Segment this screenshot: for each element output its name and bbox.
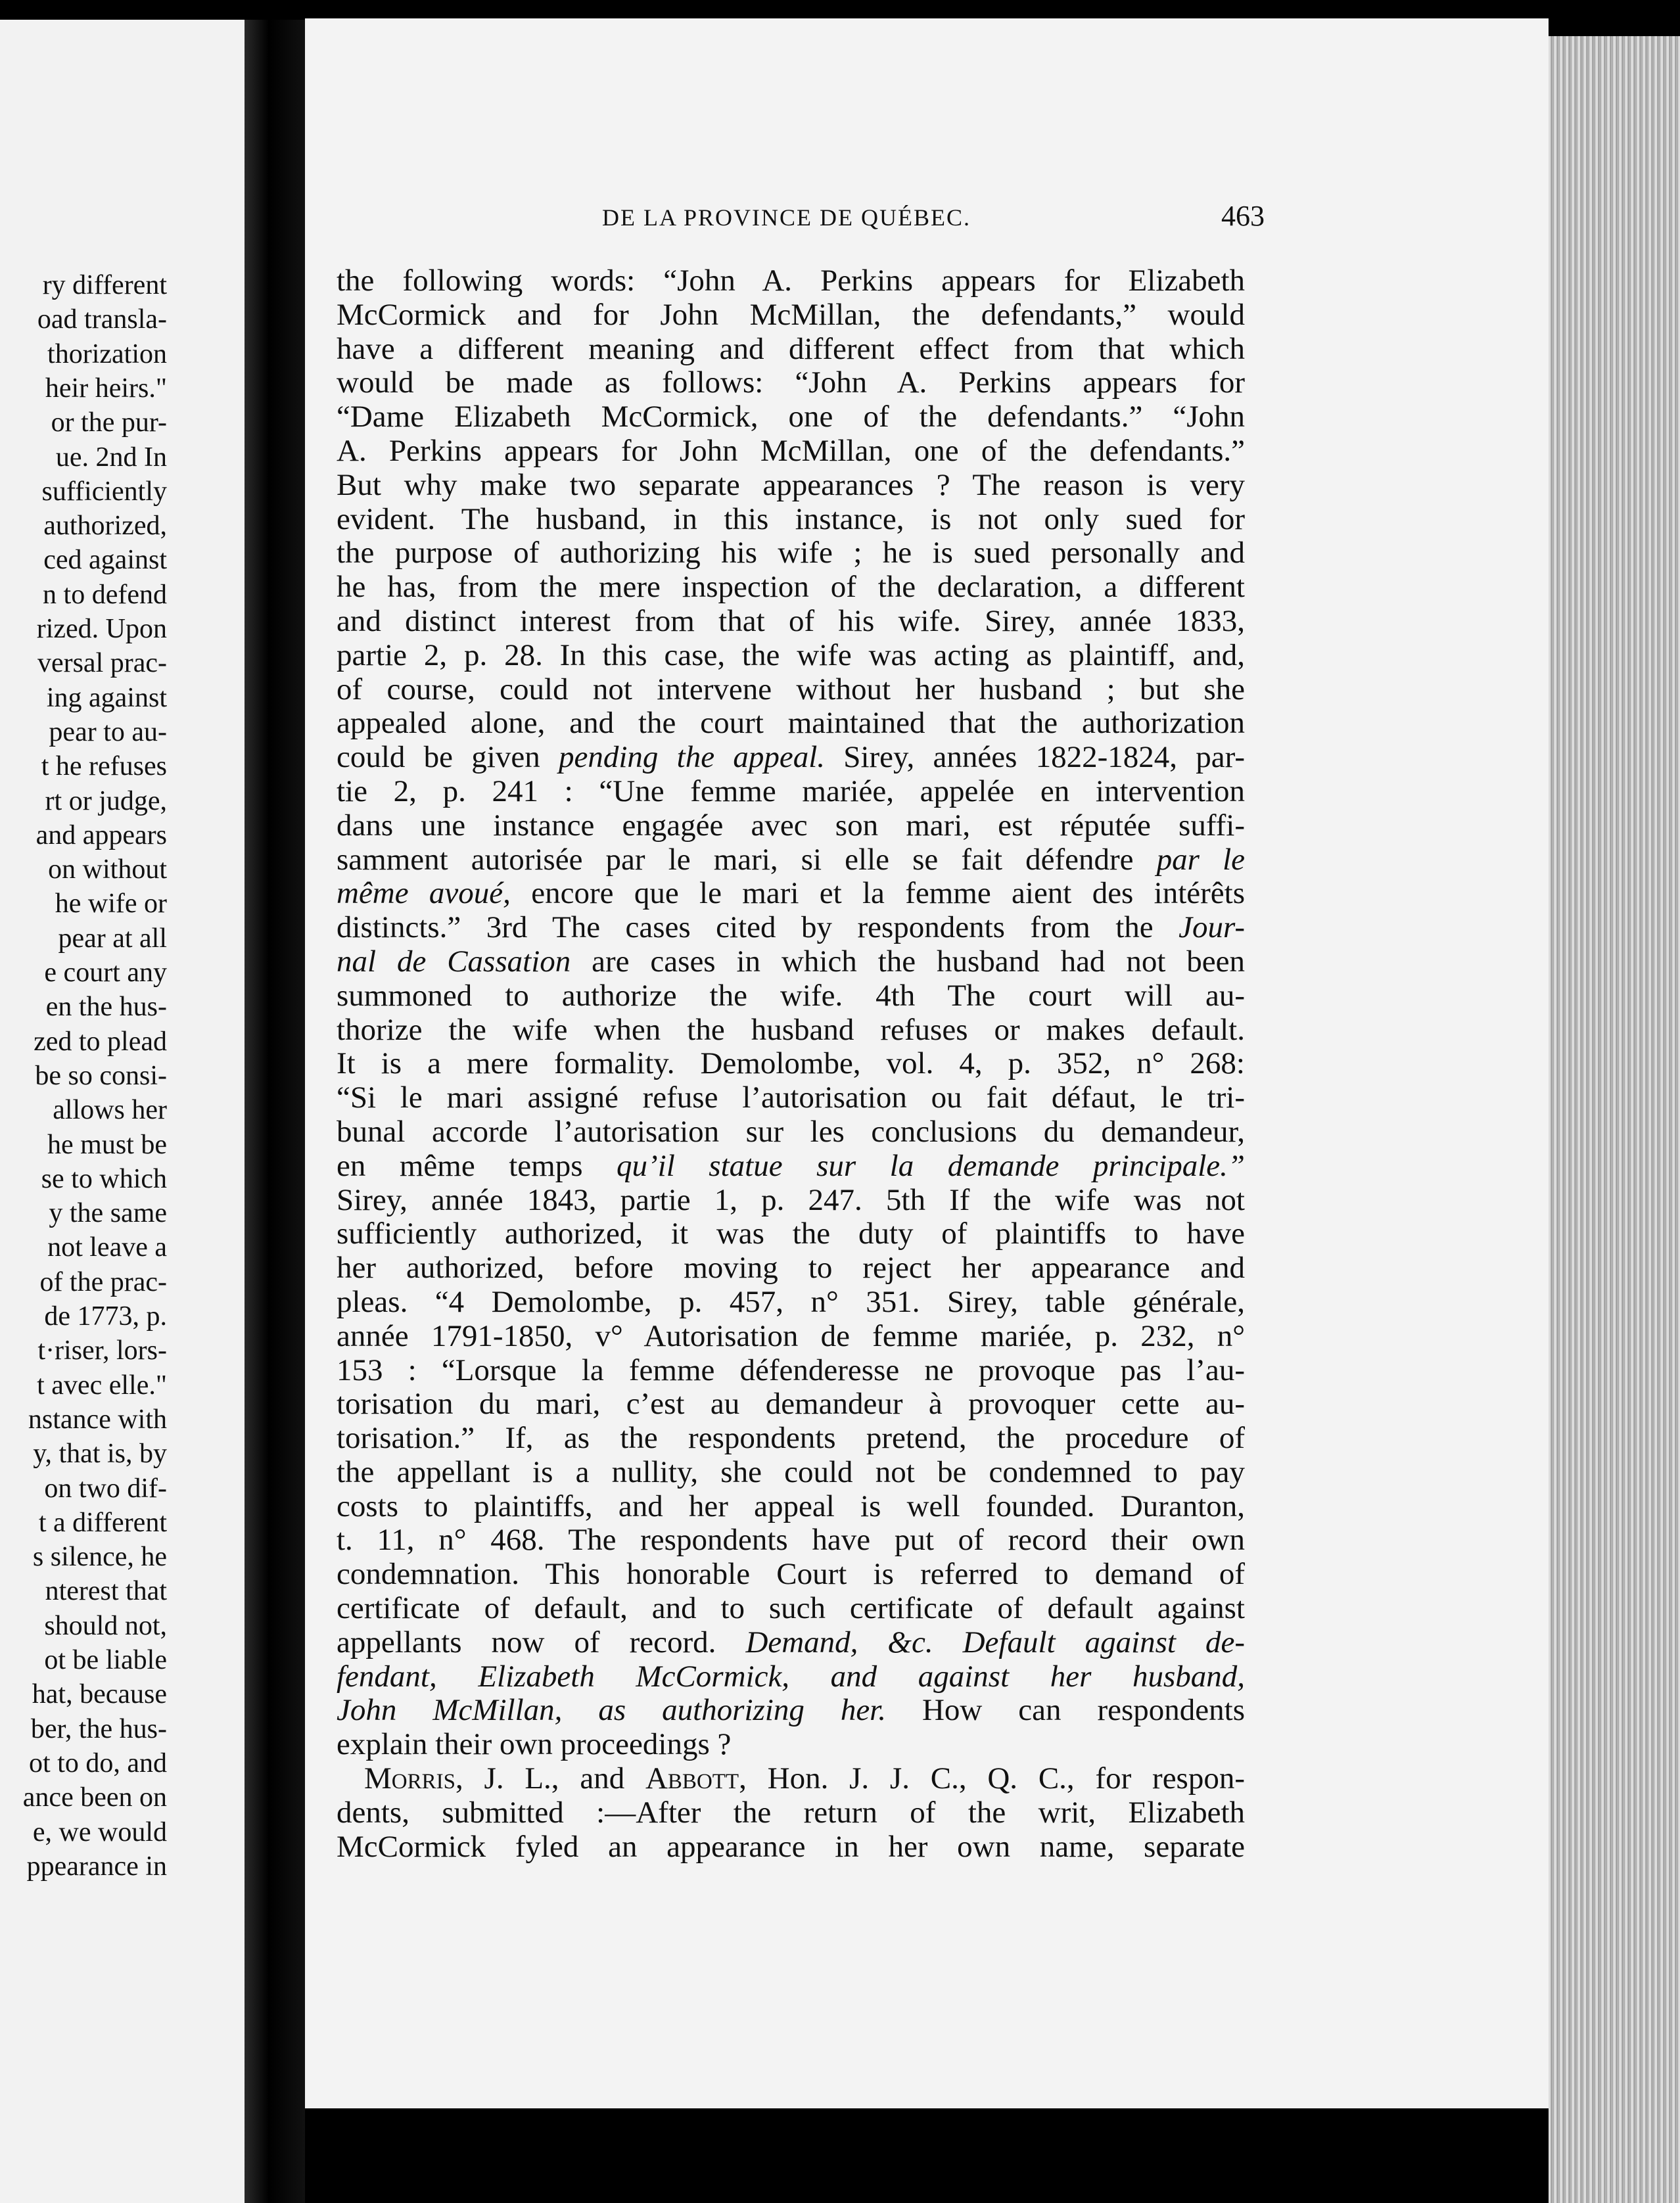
- text-line: [337, 1660, 1245, 1694]
- text-line: [337, 673, 1245, 707]
- facing-page-line: be so consi-: [35, 1060, 167, 1091]
- text-line: [337, 741, 1245, 775]
- text-run: appealed alone, and the court maintained that the authorization: [337, 706, 1245, 741]
- text-line: [337, 536, 1245, 570]
- text-line: [337, 503, 1245, 537]
- facing-page-line: should not,: [44, 1610, 167, 1641]
- italic-text: Demand, &c. Default against de-: [745, 1625, 1246, 1659]
- facing-page-line: ber, the hus-: [30, 1713, 167, 1744]
- facing-page-line: pear at all: [58, 923, 167, 954]
- text-line: [337, 1217, 1245, 1251]
- facing-page-line: ue. 2nd In: [55, 442, 167, 473]
- text-run: sufficiently authorized, it was the duty of plaintiffs to have: [337, 1217, 1245, 1251]
- text-run: of course, could not intervene without her husband ; but she: [337, 672, 1245, 707]
- text-run: and distinct interest from that of his wife. Sirey, année 1833,: [337, 603, 1245, 638]
- text-run: “Si le mari assigné refuse l’autorisation ou fait défaut, le tri-: [337, 1080, 1245, 1115]
- facing-page-line: s silence, he: [32, 1542, 167, 1573]
- facing-page-line: ced against: [43, 545, 167, 576]
- facing-page-line: y, that is, by: [33, 1439, 167, 1470]
- text-run: “Dame Elizabeth McCormick, one of the defendants.” “John: [337, 400, 1245, 434]
- text-line: [337, 843, 1245, 877]
- text-run: Morris: [364, 1761, 455, 1796]
- text-line: [337, 1320, 1245, 1354]
- text-run: bunal accorde l’autorisation sur les conclusions du demandeur,: [337, 1114, 1245, 1149]
- text-line: [337, 877, 1245, 911]
- text-line: [337, 1728, 1245, 1762]
- text-run: distincts.” 3rd The cases cited by respondents from the: [337, 910, 1179, 945]
- facing-page-line: thorization: [47, 338, 167, 369]
- text-run: condemnation. This honorable Court is referred to demand of: [337, 1557, 1245, 1592]
- text-run: How can respondents: [886, 1693, 1245, 1728]
- text-line: [337, 1387, 1245, 1422]
- book-gutter: [245, 20, 305, 2203]
- text-run: 153 : “Lorsque la femme défenderesse ne provoque pas l’au-: [337, 1353, 1245, 1387]
- text-line: [337, 1592, 1245, 1626]
- text-line: [337, 1694, 1245, 1728]
- text-line: [337, 945, 1245, 979]
- text-run: McCormick and for John McMillan, the defendants,” would: [337, 297, 1245, 332]
- text-run: It is a mere formality. Demolombe, vol. 4, p. 352, n° 268:: [337, 1046, 1245, 1081]
- text-line: [337, 1081, 1245, 1115]
- facing-page-line: ing against: [46, 682, 167, 713]
- facing-page-line: allows her: [53, 1095, 167, 1126]
- facing-page-line: on two dif-: [44, 1473, 167, 1504]
- facing-page-line: t a different: [38, 1507, 167, 1538]
- body-text: [337, 264, 1245, 1864]
- text-run: Abbott: [645, 1761, 739, 1796]
- facing-page: [0, 20, 245, 2203]
- facing-page-line: nstance with: [28, 1404, 167, 1435]
- facing-page-line: versal prac-: [37, 648, 167, 679]
- italic-text: pending the appeal.: [559, 740, 826, 775]
- text-line: [337, 1558, 1245, 1592]
- running-head: DE LA PROVINCE DE QUÉBEC.: [602, 204, 971, 231]
- facing-page-line: sufficiently: [41, 476, 167, 507]
- text-run: torisation du mari, c’est au demandeur à provoquer cette au-: [337, 1387, 1245, 1422]
- text-line: [337, 1115, 1245, 1149]
- text-run: McCormick fyled an appearance in her own name, separate: [337, 1829, 1245, 1864]
- text-line: [337, 298, 1245, 333]
- facing-page-line: de 1773, p.: [44, 1301, 167, 1332]
- text-run: année 1791-1850, v° Autorisation de femme mariée, p. 232, n°: [337, 1318, 1245, 1353]
- text-line: [337, 1184, 1245, 1218]
- facing-page-line: e, we would: [32, 1817, 167, 1847]
- facing-page-line: ance been on: [22, 1782, 167, 1813]
- text-run: en même temps: [337, 1148, 617, 1183]
- text-run: appellants now of record.: [337, 1625, 746, 1659]
- text-line: [337, 809, 1245, 843]
- text-run: her authorized, before moving to reject her appearance and: [337, 1251, 1245, 1286]
- italic-text: même avoué,: [337, 876, 511, 911]
- facing-page-line: authorized,: [43, 511, 167, 542]
- text-line: [337, 1830, 1245, 1865]
- text-run: explain their own proceedings ?: [337, 1727, 732, 1762]
- text-run: Sirey, années 1822-1824, par-: [825, 740, 1246, 775]
- facing-page-line: t he refuses: [41, 751, 167, 782]
- text-run: would be made as follows: “John A. Perkins appears for: [337, 365, 1245, 400]
- text-line: [337, 1523, 1245, 1558]
- text-line: [337, 1762, 1245, 1796]
- facing-page-line: on without: [48, 854, 167, 885]
- text-line: [337, 570, 1245, 605]
- facing-page-line: he must be: [47, 1129, 167, 1160]
- text-line: [337, 1047, 1245, 1081]
- text-line: [337, 400, 1245, 434]
- text-run: the purpose of authorizing his wife ; he is sued personally and: [337, 536, 1245, 570]
- page-number: 463: [1221, 200, 1265, 232]
- text-line: [337, 911, 1245, 945]
- facing-page-line: ot be liable: [44, 1645, 167, 1675]
- text-run: are cases in which the husband had not been: [571, 944, 1245, 979]
- facing-page-line: he wife or: [55, 889, 167, 919]
- facing-page-line: pear to au-: [49, 716, 167, 747]
- text-run: A. Perkins appears for John McMillan, one of the defendants.”: [337, 433, 1245, 468]
- facing-page-line: se to which: [41, 1163, 167, 1194]
- text-run: But why make two separate appearances ? The reason is very: [337, 467, 1245, 502]
- facing-page-line: and appears: [35, 820, 167, 850]
- text-run: pleas. “4 Demolombe, p. 457, n° 351. Sirey, table générale,: [337, 1284, 1245, 1319]
- text-run: , J. L., and: [455, 1761, 645, 1796]
- text-run: tie 2, p. 241 : “Une femme mariée, appelée en intervention: [337, 774, 1245, 808]
- text-run: costs to plaintiffs, and her appeal is well founded. Duranton,: [337, 1489, 1245, 1523]
- text-line: [337, 434, 1245, 469]
- italic-text: par le: [1156, 842, 1245, 877]
- facing-page-line: y the same: [49, 1198, 167, 1229]
- facing-page-line: not leave a: [47, 1232, 167, 1263]
- text-run: dans une instance engagée avec son mari, est réputée suffi-: [337, 808, 1245, 843]
- text-line: [337, 775, 1245, 809]
- facing-page-line: nterest that: [45, 1576, 167, 1607]
- text-run: samment autorisée par le mari, si elle se fait défendre: [337, 842, 1157, 877]
- text-line: [337, 333, 1245, 367]
- facing-page-line: t avec elle.": [37, 1370, 167, 1401]
- facing-page-line: en the hus-: [45, 992, 167, 1023]
- facing-page-line: ry different: [42, 270, 167, 300]
- facing-page-line: oad transla-: [37, 304, 167, 335]
- text-line: [337, 605, 1245, 639]
- text-run: the following words: “John A. Perkins appears for Elizabeth: [337, 264, 1245, 298]
- text-run: torisation.” If, as the respondents pretend, the procedure of: [337, 1421, 1245, 1456]
- text-run: thorize the wife when the husband refuses or makes default.: [337, 1012, 1245, 1047]
- facing-page-line: hat, because: [32, 1679, 167, 1710]
- text-run: evident. The husband, in this instance, is not only sued for: [337, 501, 1245, 536]
- text-line: [337, 707, 1245, 741]
- text-run: certificate of default, and to such certificate of default against: [337, 1591, 1245, 1626]
- text-line: [337, 469, 1245, 503]
- text-line: [337, 1626, 1245, 1660]
- facing-page-line: rized. Upon: [36, 614, 167, 644]
- text-line: [337, 366, 1245, 400]
- text-line: [337, 1251, 1245, 1286]
- facing-page-line: heir heirs.": [45, 373, 167, 404]
- text-run: the appellant is a nullity, she could not be condemned to pay: [337, 1454, 1245, 1489]
- text-run: t. 11, n° 468. The respondents have put of record their own: [337, 1523, 1245, 1558]
- facing-page-line: e court any: [44, 958, 167, 988]
- text-run: summoned to authorize the wife. 4th The court will au-: [337, 978, 1245, 1013]
- text-run: have a different meaning and different effect from that which: [337, 331, 1245, 366]
- text-run: could be given: [337, 740, 559, 775]
- text-line: [337, 1354, 1245, 1388]
- text-line: [337, 1422, 1245, 1456]
- facing-page-line: t·riser, lors-: [37, 1335, 167, 1366]
- facing-page-line: or the pur-: [51, 407, 167, 438]
- text-run: encore que le mari et la femme aient des intérêts: [510, 876, 1246, 911]
- page-block-edge: [1549, 36, 1680, 2203]
- facing-page-line: ot to do, and: [29, 1748, 167, 1778]
- italic-text: fendant, Elizabeth McCormick, and against her husband,: [337, 1659, 1245, 1694]
- facing-page-line: n to defend: [43, 579, 167, 610]
- facing-page-line: ppearance in: [26, 1851, 167, 1882]
- text-line: [337, 1490, 1245, 1524]
- text-line: [337, 1149, 1245, 1184]
- facing-page-line: of the prac-: [39, 1266, 167, 1297]
- facing-page-line: zed to plead: [34, 1026, 167, 1057]
- text-run: he has, from the mere inspection of the declaration, a different: [337, 570, 1245, 605]
- italic-text: John McMillan, as authorizing her.: [337, 1693, 887, 1728]
- text-line: [337, 1013, 1245, 1048]
- text-run: partie 2, p. 28. In this case, the wife was acting as plaintiff, and,: [337, 638, 1245, 672]
- text-run: Sirey, année 1843, partie 1, p. 247. 5th If the wife was not: [337, 1182, 1245, 1217]
- text-line: [337, 979, 1245, 1013]
- facing-page-line: rt or judge,: [45, 785, 167, 816]
- text-line: [337, 264, 1245, 298]
- text-line: [337, 639, 1245, 673]
- italic-text: nal de Cassation: [337, 944, 571, 979]
- text-line: [337, 1796, 1245, 1830]
- text-run: , Hon. J. J. C., Q. C., for respon-: [739, 1761, 1245, 1796]
- italic-text: qu’il statue sur la demande principale.”: [617, 1148, 1245, 1183]
- text-line: [337, 1286, 1245, 1320]
- text-line: [337, 1456, 1245, 1490]
- italic-text: Jour-: [1178, 910, 1245, 945]
- text-run: dents, submitted :—After the return of the writ, Elizabeth: [337, 1795, 1245, 1830]
